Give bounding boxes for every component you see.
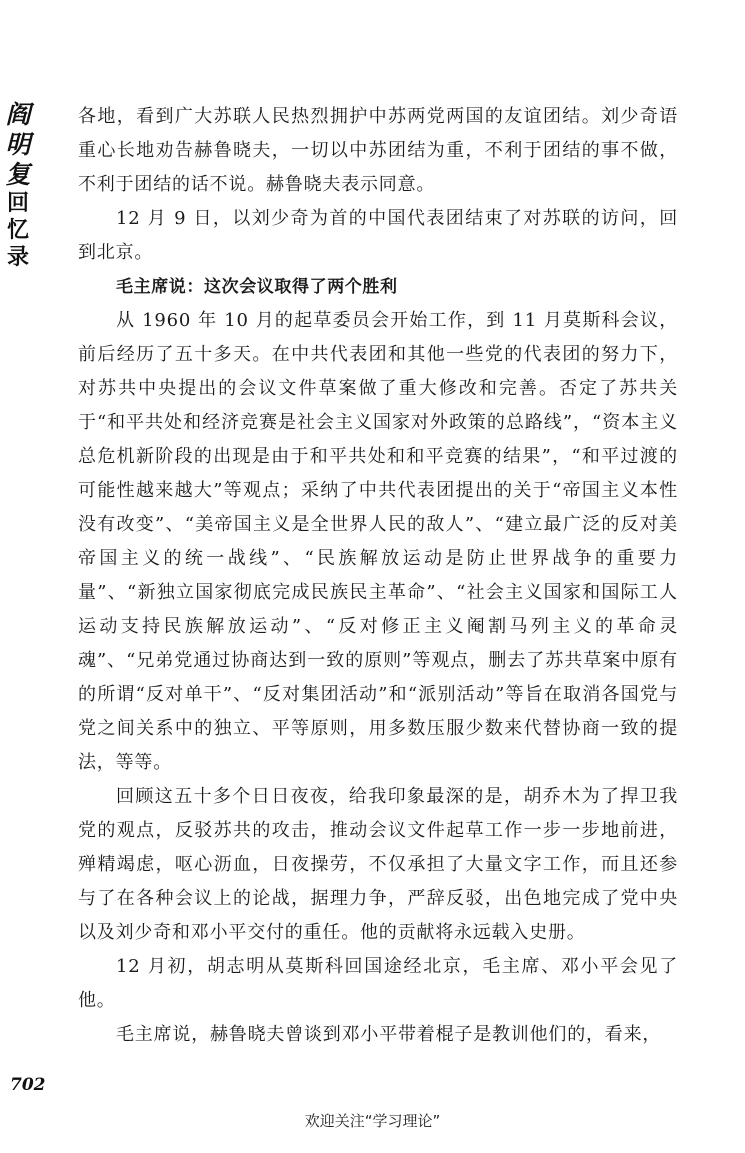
side-title-char-1: 阎 <box>5 100 31 129</box>
side-title-char-6: 录 <box>6 245 29 270</box>
section-heading: 毛主席说：这次会议取得了两个胜利 <box>116 277 398 297</box>
footer-watermark-text: 欢迎关注“学习理论” <box>304 1112 441 1130</box>
paragraph: 各地，看到广大苏联人民热烈拥护中苏两党两国的友谊团结。刘少奇语重心长地劝告赫鲁晓夫，一切以中苏团结为重，不利于团结的事不做，不利于团结的话不说。赫鲁晓夫表示同意。 <box>78 106 678 195</box>
side-title-char-2: 明 <box>5 130 31 159</box>
paragraph: 毛主席说，赫鲁晓夫曾谈到邓小平带着棍子是教训他们的，看来， <box>116 1024 662 1045</box>
side-book-title <box>4 100 32 271</box>
side-title-char-5: 忆 <box>6 218 29 243</box>
paragraph: 回顾这五十多个日日夜夜，给我印象最深的是，胡乔木为了捍卫我党的观点，反驳苏共的攻击，推动会议文件起草工作一步一步地前进，殚精竭虑，呕心沥血，日夜操劳，不仅承担了大量文字工作，而且还参与了在各种会议上的论战，据理力争，严辞反驳，出色地完成了党中央以及刘少奇和邓小平交付的重任。他的贡献将永远载入史册。 <box>78 786 678 943</box>
side-title-char-3: 复 <box>5 160 31 189</box>
page-number: 702 <box>10 1075 46 1095</box>
paragraph: 从 1960 年 10 月的起草委员会开始工作，到 11 月莫斯科会议，前后经历了五十多天。在中共代表团和其他一些党的代表团的努力下，对苏共中央提出的会议文件草案做了重大修改和完善。否定了苏共关于“和平共处和经济竞赛是社会主义国家对外政策的总路线”，“资本主义总危机新阶段的出现是由于和平共处和和平竞赛的结果”，“和平过渡的可能性越来越大”等观点；采纳了中共代表团提出的关于“帝国主义本性没有改变”、“美帝国主义是全世界人民的敌人”、“建立最广泛的反对美帝国主义的统一战线”、“民族解放运动是防止世界战争的重要力量”、“新独立国家彻底完成民族民主革命”、“社会主义国家和国际工人运动支持民族解放运动”、“反对修正主义阉割马列主义的革命灵魂”、“兄弟党通过协商达到一致的原则”等观点，删去了苏共草案中原有的所谓“反对单干”、“反对集团活动”和“派别活动”等旨在取消各国党与党之间关系中的独立、平等原则，用多数压服少数来代替协商一致的提法，等等。 <box>78 310 678 773</box>
paragraph: 12 月 9 日，以刘少奇为首的中国代表团结束了对苏联的访问，回到北京。 <box>78 208 678 263</box>
side-title-char-4: 回 <box>6 191 29 216</box>
page-body <box>78 100 678 1052</box>
paragraph: 12 月初，胡志明从莫斯科回国途经北京，毛主席、邓小平会见了他。 <box>78 956 678 1011</box>
